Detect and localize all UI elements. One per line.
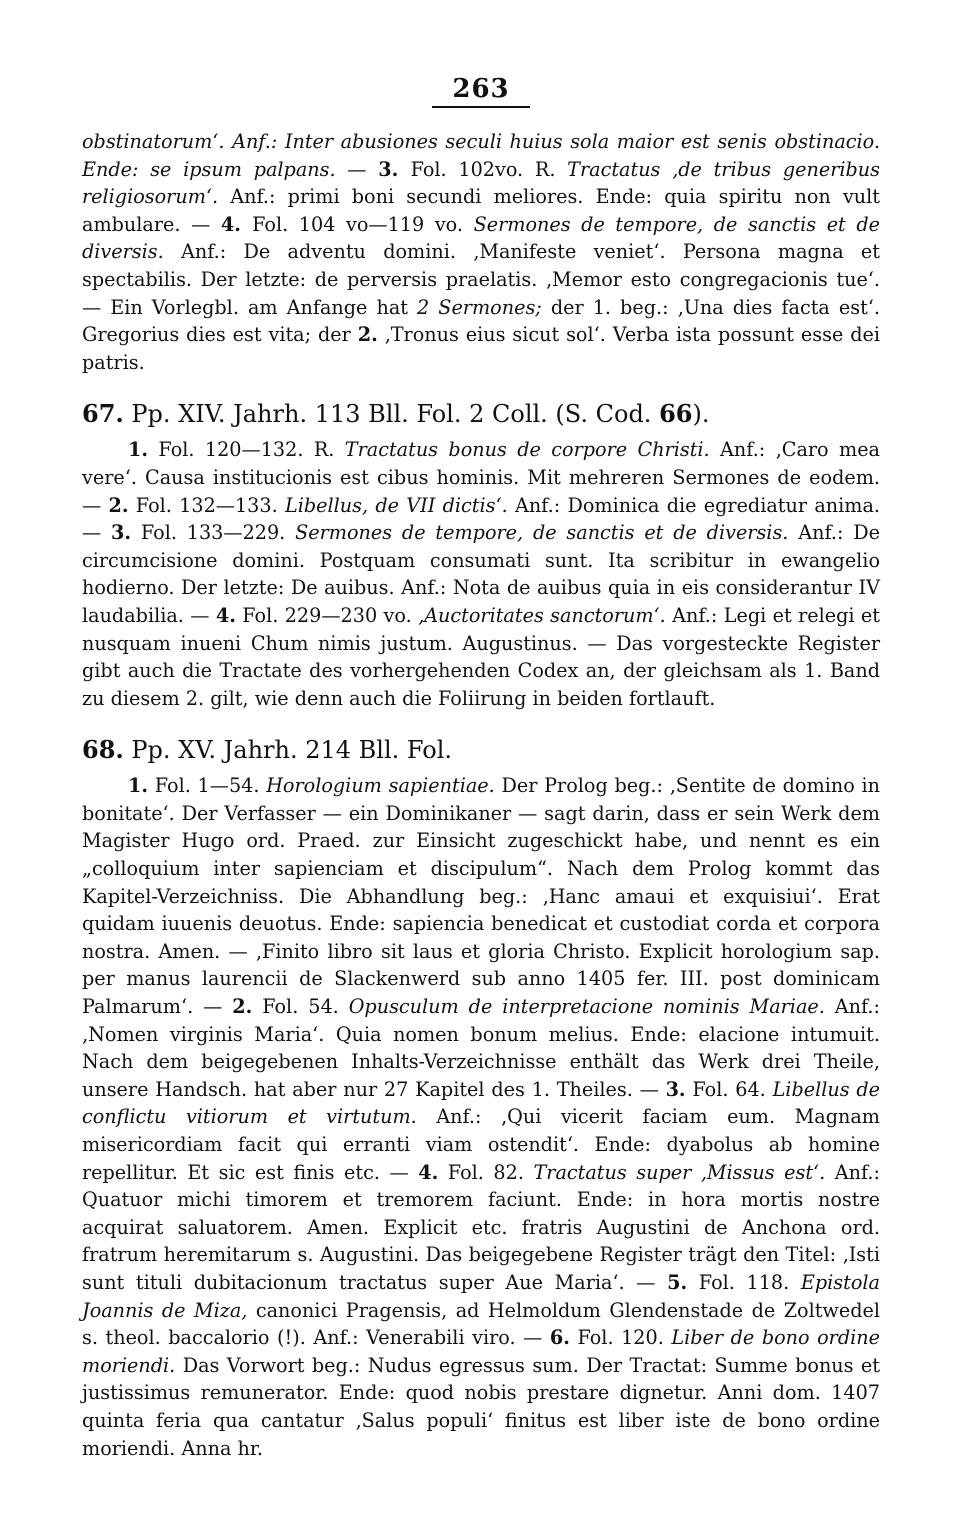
work-title: 2 Sermones;: [417, 295, 542, 319]
entry-67-heading: [82, 398, 880, 430]
text-run: Das Vorwort beg.: Nudus egressus sum. Der Tractat: Summe bonus et justissimus remunerator. Ende: quod nobis prestare dignetur. Anni dom. 1407 quinta feria qua cantatur ‚Salus populi‘ finitus est liber iste de bono ordine moriendi. Anna hr.: [82, 1353, 880, 1460]
work-title: Tractatus bonus de corpore Christi.: [344, 438, 710, 462]
text-run: obstinatorum‘. Anf.: Inter abusiones seculi huius sola maior est senis obstinacio. Ende: se ipsum palpans. —: [82, 130, 880, 181]
text-run: canonici Pragensis, ad Helmoldum Glendenstade de Zoltwedel s. theol. baccalorio (!). Anf.: Venerabili viro. —: [82, 1298, 880, 1350]
item-number: 3.: [665, 1077, 686, 1101]
text-run: Fol. 132—133.: [128, 493, 285, 517]
text-run: ‚Tronus eius sicut sol‘. Verba ista possunt esse dei patris.: [82, 323, 880, 374]
heading-text: Pp. XV. Jahrh. 214 Bll. Fol.: [123, 736, 452, 765]
text-run: Anf.: ‚Qui vicerit faciam eum. Magnam misericordiam facit qui erranti viam ostendit‘. Ende: dyabolus ab homine repellitur. Et sic est finis etc. —: [82, 1105, 880, 1184]
item-number: 2.: [232, 995, 253, 1019]
work-title: Liber de bono ordine moriendi.: [82, 1326, 880, 1377]
item-number: 2.: [108, 493, 129, 517]
work-title: Horologium sapientiae.: [266, 774, 495, 798]
item-number: 4.: [418, 1160, 439, 1184]
entry-68-body: [82, 772, 880, 1462]
text-run: Fol. 1—54.: [148, 774, 267, 798]
entry-68-heading: [82, 734, 880, 766]
work-title: Libellus de conflictu vitiorum et virtutum.: [82, 1077, 880, 1129]
text-run: Fol. 64.: [685, 1077, 773, 1101]
text-run: Anf.: De adventu domini. ‚Manifeste veniet‘. Persona magna et spectabilis. Der letzte: de perversis praelatis. ‚Memor esto congregacionis tue‘. — Ein Vorlegbl. am Anfange hat: [82, 240, 880, 319]
text-run: Anf.: Quatuor michi timorem et tremorem faciunt. Ende: in hora mortis nostre acquirat saluatorem. Amen. Explicit etc. fratris Augustini de Anchona ord. fratrum heremitarum s. Augustini. Das beigegebene Register trägt den Titel: ‚Isti sunt tituli dubitacionum tractatus super Aue Maria‘. —: [82, 1160, 880, 1294]
text-run: Fol. 120—132. R.: [148, 438, 345, 462]
work-title: Epistola Joannis de Miza,: [82, 1270, 880, 1322]
text-run: Anf.: ‚Nomen virginis Maria‘. Quia nomen bonum melius. Ende: elacione intumuit. Nach dem beigegebenen Inhalts-Verzeichnisse enthält das Werk drei Theile, unsere Handsch. hat aber nur 27 Kapitel des 1. Theiles. —: [82, 995, 880, 1101]
text-run: Anf.: Legi et relegi et nusquam inueni Chum nimis justum. Augustinus. — Das vorgesteckte Register gibt auch die Tractate des vorhergehenden Codex an, der gleichsam als 1. Band zu diesem 2. gilt, wie denn auch die Foliirung in beiden fortlauft.: [82, 603, 880, 710]
page-number: 263: [452, 74, 510, 104]
entry-67-body: [82, 436, 880, 712]
work-title: Sermones de tempore, de sanctis et de diversis.: [295, 521, 789, 545]
work-title: Sermones de tempore, de sanctis et de diversis.: [82, 212, 881, 264]
work-title: Libellus, de VII dictis‘.: [284, 493, 508, 517]
item-number: 1.: [128, 438, 149, 462]
work-title: Tractatus super ‚Missus est‘.: [533, 1160, 826, 1184]
codex-number: 66: [659, 399, 693, 429]
text-run: Fol. 229—230 vo.: [235, 603, 419, 627]
heading-close: ).: [692, 400, 710, 429]
item-number: 3.: [378, 157, 411, 181]
item-number: 5.: [667, 1270, 688, 1294]
entry-number: 67.: [82, 399, 124, 429]
text-run: Fol. 82.: [438, 1160, 534, 1184]
entry-continuation: [82, 128, 880, 376]
text-run: Fol. 118.: [687, 1270, 801, 1294]
text-run: Anf.: Dominica die egrediatur anima. —: [82, 493, 880, 545]
heading-text: Pp. XIV. Jahrh. 113 Bll. Fol. 2 Coll. (S. Cod.: [123, 400, 660, 429]
text-run: Anf.: De circumcisione domini. Postquam consumati sunt. Ita scribitur in ewangelio hodierno. Der letzte: De auibus. Anf.: Nota de auibus quia in eis considerantur IV laudabilia. —: [82, 521, 880, 627]
text-run: Der Prolog beg.: ‚Sentite de domino in bonitate‘. Der Verfasser — ein Dominikaner — sagt darin, dass er sein Werk dem Magister Hugo ord. Praed. zur Einsicht zugeschickt habe, und nennt es ein „colloquium inter sapienciam et discipulum“. Nach dem Prolog kommt das Kapitel-Verzeichniss. Die Abhandlung beg.: ‚Hanc amaui et exquisiui‘. Erat quidam iuuenis deuotus. Ende: sapiencia benedicat et custodiat corda et corpora nostra. Amen. — ‚Finito libro sit laus et gloria Christo. Explicit horologium sap. per manus laurencii de Slackenwerd sub anno 1405 fer. III. post dominicam Palmarum‘. —: [82, 774, 880, 1019]
book-page: [82, 74, 880, 1462]
text-run: Fol. 120.: [569, 1326, 672, 1350]
work-title: Tractatus ‚de tribus generibus religiosorum‘.: [82, 157, 880, 209]
item-number: 2.: [357, 323, 378, 347]
item-number: 3.: [111, 521, 132, 545]
text-run: der 1. beg.: ‚Una dies facta est‘. Gregorius dies est vita; der: [82, 295, 881, 347]
text-run: Fol. 104 vo—119 vo.: [252, 212, 474, 236]
item-number: 4.: [215, 603, 236, 627]
text-run: Anf.: primi boni secundi meliores. Ende: quia spiritu non vult ambulare. —: [82, 185, 880, 236]
entry-number: 68.: [82, 735, 124, 765]
page-number-rule: [432, 106, 530, 108]
text-run: Fol. 133—229.: [131, 521, 296, 545]
text-run: Fol. 102vo. R.: [410, 157, 568, 181]
item-number: 6.: [549, 1326, 570, 1350]
text-run: Fol. 54.: [252, 995, 349, 1019]
item-number: 4.: [220, 212, 253, 236]
text-run: Anf.: ‚Caro mea vere‘. Causa institucionis est cibus hominis. Mit mehreren Sermones de eodem. —: [82, 438, 881, 517]
work-title: Opusculum de interpretacione nominis Mariae.: [348, 995, 825, 1019]
work-title: ‚Auctoritates sanctorum‘.: [418, 603, 666, 627]
item-number: 1.: [128, 774, 149, 798]
